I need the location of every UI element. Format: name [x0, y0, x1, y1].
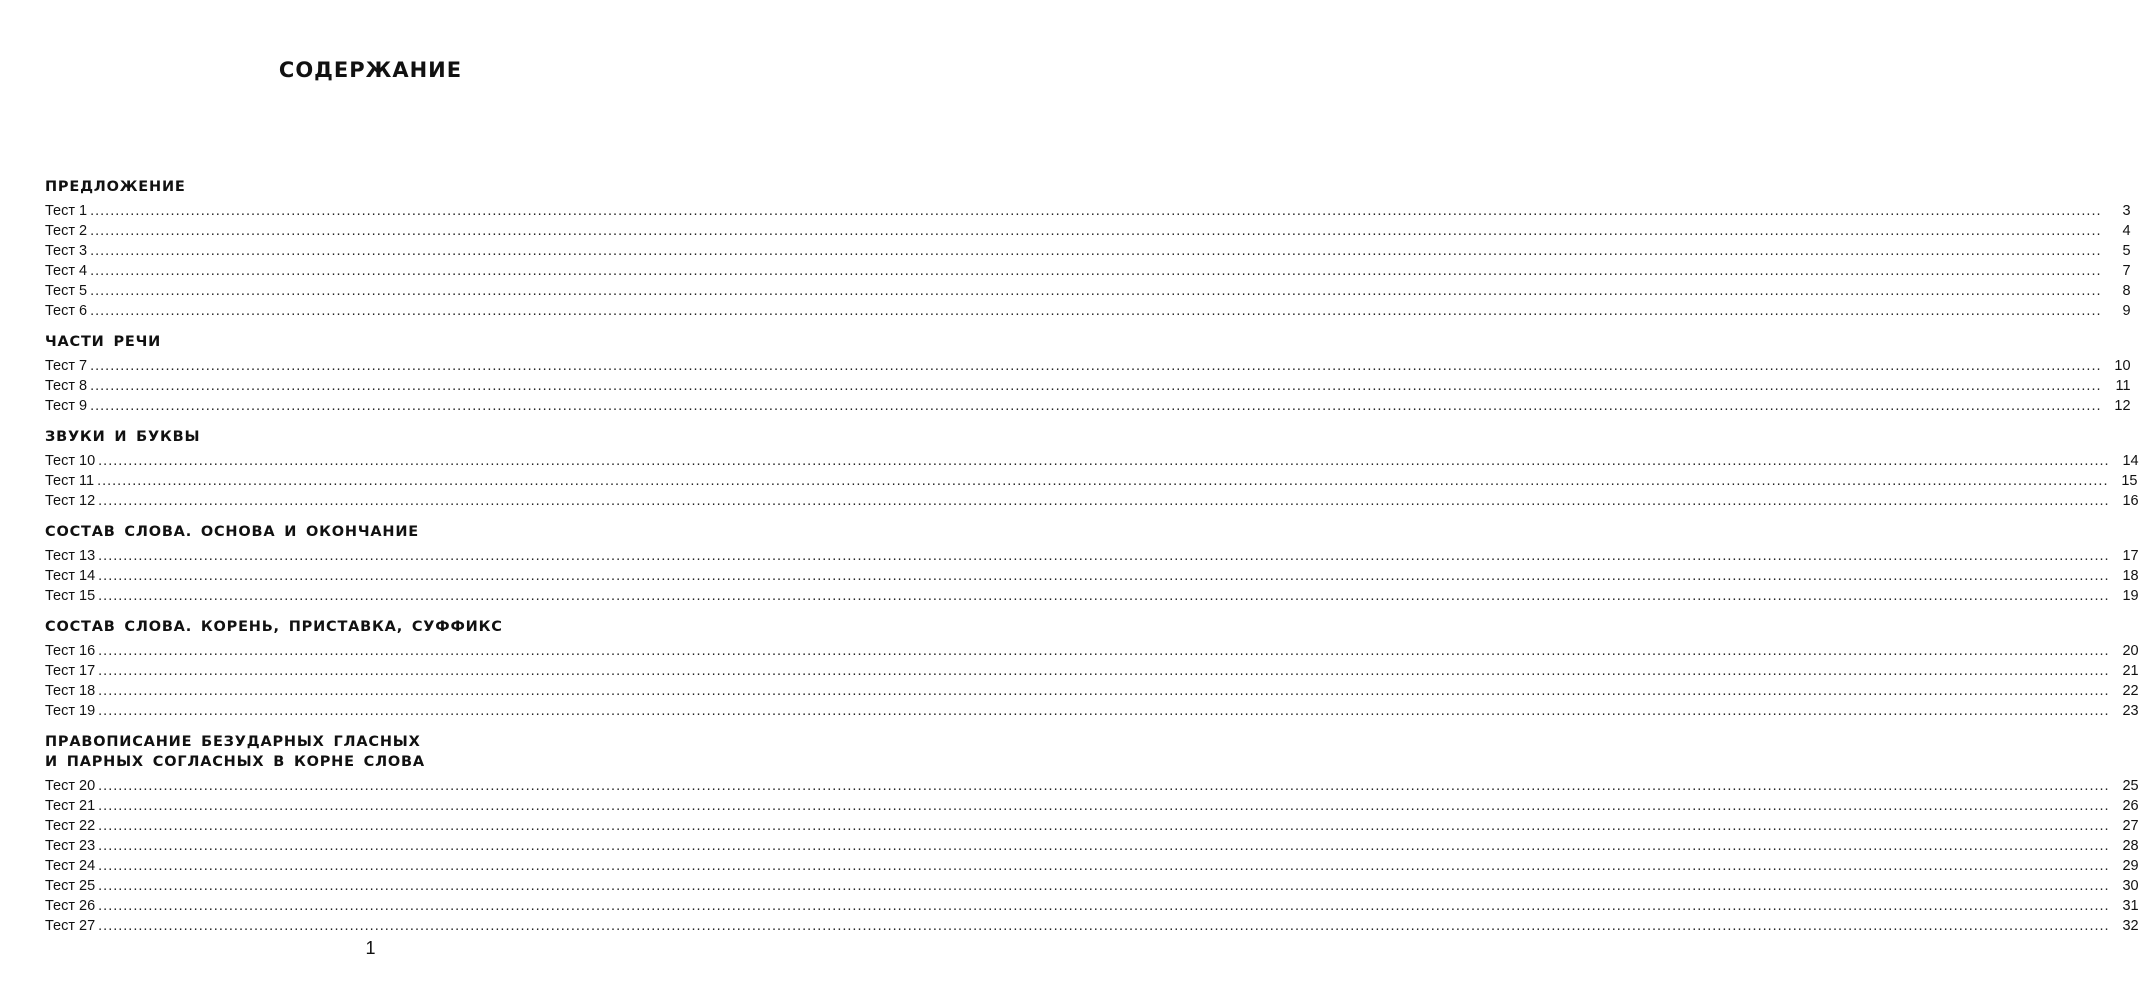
entry-number: 18	[79, 683, 96, 699]
dot-leader: ................................................................................................................................................................................................................................................................................................................................................................................................................	[98, 568, 2110, 584]
toc-entry[interactable]	[45, 546, 2139, 566]
entry-page: 7	[2122, 263, 2131, 279]
toc-section	[45, 332, 2131, 416]
dot-leader: ................................................................................................................................................................................................................................................................................................................................................................................................................	[90, 243, 2102, 259]
toc-entry[interactable]	[45, 396, 2131, 416]
toc-entry[interactable]	[45, 491, 2139, 511]
entry-label: Тест	[45, 778, 75, 794]
section-title: СОСТАВ СЛОВА. КОРЕНЬ, ПРИСТАВКА, СУФФИКС	[45, 619, 503, 635]
entry-number: 10	[79, 453, 96, 469]
entry-label: Тест	[45, 283, 75, 299]
entry-page: 4	[2122, 223, 2131, 239]
toc-section	[45, 522, 2139, 606]
toc-entry[interactable]	[45, 701, 2139, 721]
entry-page: 11	[2115, 378, 2131, 394]
toc-entry[interactable]	[45, 796, 2139, 816]
dot-leader: ................................................................................................................................................................................................................................................................................................................................................................................................................	[98, 898, 2110, 914]
entry-number: 5	[79, 283, 88, 299]
toc-section	[45, 177, 2131, 321]
toc-section	[45, 732, 2139, 936]
dot-leader: ................................................................................................................................................................................................................................................................................................................................................................................................................	[90, 398, 2102, 414]
dot-leader: ................................................................................................................................................................................................................................................................................................................................................................................................................	[98, 798, 2110, 814]
entry-label: Тест	[45, 548, 75, 564]
section-title: ПРАВОПИСАНИЕ БЕЗУДАРНЫХ ГЛАСНЫХ И ПАРНЫХ СОГЛАСНЫХ В КОРНЕ СЛОВА	[45, 734, 425, 770]
entry-page: 30	[2122, 878, 2139, 894]
entry-page: 16	[2122, 493, 2139, 509]
entry-label: Тест	[45, 263, 75, 279]
entry-page: 12	[2114, 398, 2131, 414]
toc-entry[interactable]	[45, 856, 2139, 876]
entry-label: Тест	[45, 588, 75, 604]
toc-entry[interactable]	[45, 836, 2139, 856]
toc-section	[45, 617, 2139, 721]
entry-page: 20	[2122, 643, 2139, 659]
dot-leader: ................................................................................................................................................................................................................................................................................................................................................................................................................	[90, 378, 2102, 394]
toc-entry[interactable]	[45, 566, 2139, 586]
entry-number: 13	[79, 548, 96, 564]
entry-number: 20	[79, 778, 96, 794]
toc-entry[interactable]	[45, 681, 2139, 701]
entry-label: Тест	[45, 303, 75, 319]
entry-label: Тест	[45, 243, 75, 259]
dot-leader: ................................................................................................................................................................................................................................................................................................................................................................................................................	[98, 838, 2110, 854]
entry-number: 1	[79, 203, 88, 219]
entry-page: 27	[2122, 818, 2139, 834]
entry-number: 11	[79, 473, 95, 489]
entry-page: 21	[2122, 663, 2139, 679]
entry-page: 32	[2122, 918, 2139, 934]
toc-entry[interactable]	[45, 281, 2131, 301]
dot-leader: ................................................................................................................................................................................................................................................................................................................................................................................................................	[97, 473, 2109, 489]
entry-number: 9	[79, 398, 88, 414]
section-title: ЗВУКИ И БУКВЫ	[45, 429, 201, 445]
entry-number: 26	[79, 898, 96, 914]
entry-number: 27	[79, 918, 96, 934]
entry-label: Тест	[45, 663, 75, 679]
toc-entry[interactable]	[45, 916, 2139, 936]
dot-leader: ................................................................................................................................................................................................................................................................................................................................................................................................................	[90, 223, 2102, 239]
entry-label: Тест	[45, 378, 75, 394]
page-title: СОДЕРЖАНИЕ	[278, 58, 463, 82]
entry-label: Тест	[45, 898, 75, 914]
entry-label: Тест	[45, 643, 75, 659]
toc-section	[45, 427, 2139, 511]
dot-leader: ................................................................................................................................................................................................................................................................................................................................................................................................................	[98, 918, 2110, 934]
dot-leader: ................................................................................................................................................................................................................................................................................................................................................................................................................	[98, 548, 2110, 564]
entry-label: Тест	[45, 798, 75, 814]
entry-number: 23	[79, 838, 96, 854]
dot-leader: ................................................................................................................................................................................................................................................................................................................................................................................................................	[90, 283, 2102, 299]
entry-label: Тест	[45, 473, 75, 489]
section-title: ПРЕДЛОЖЕНИЕ	[45, 179, 186, 195]
entry-page: 28	[2122, 838, 2139, 854]
dot-leader: ................................................................................................................................................................................................................................................................................................................................................................................................................	[90, 358, 2102, 374]
entry-label: Тест	[45, 493, 75, 509]
entry-number: 14	[79, 568, 96, 584]
entry-page: 17	[2122, 548, 2139, 564]
toc-entry[interactable]	[45, 816, 2139, 836]
entry-page: 15	[2121, 473, 2138, 489]
dot-leader: ................................................................................................................................................................................................................................................................................................................................................................................................................	[98, 778, 2110, 794]
entry-number: 12	[79, 493, 96, 509]
dot-leader: ................................................................................................................................................................................................................................................................................................................................................................................................................	[98, 663, 2110, 679]
table-of-contents	[45, 177, 2139, 947]
toc-entry[interactable]	[45, 641, 2139, 661]
section-title: СОСТАВ СЛОВА. ОСНОВА И ОКОНЧАНИЕ	[45, 524, 419, 540]
entry-number: 8	[79, 378, 88, 394]
entry-page: 9	[2122, 303, 2131, 319]
entry-number: 24	[79, 858, 96, 874]
entry-number: 22	[79, 818, 96, 834]
entry-page: 10	[2114, 358, 2131, 374]
toc-entry[interactable]	[45, 201, 2131, 221]
entry-page: 8	[2122, 283, 2131, 299]
entry-page: 3	[2122, 203, 2131, 219]
toc-entry[interactable]	[45, 896, 2139, 916]
entry-label: Тест	[45, 838, 75, 854]
dot-leader: ................................................................................................................................................................................................................................................................................................................................................................................................................	[98, 683, 2110, 699]
entry-page: 18	[2122, 568, 2139, 584]
entry-number: 19	[79, 703, 96, 719]
dot-leader: ................................................................................................................................................................................................................................................................................................................................................................................................................	[98, 878, 2110, 894]
toc-entry[interactable]	[45, 586, 2139, 606]
dot-leader: ................................................................................................................................................................................................................................................................................................................................................................................................................	[98, 703, 2110, 719]
entry-number: 6	[79, 303, 88, 319]
entry-label: Тест	[45, 568, 75, 584]
toc-entry[interactable]	[45, 301, 2131, 321]
entry-page: 5	[2122, 243, 2131, 259]
dot-leader: ................................................................................................................................................................................................................................................................................................................................................................................................................	[90, 203, 2102, 219]
entry-number: 16	[79, 643, 96, 659]
toc-entry[interactable]	[45, 661, 2139, 681]
entry-number: 15	[79, 588, 96, 604]
toc-entry[interactable]	[45, 261, 2131, 281]
entry-page: 25	[2122, 778, 2139, 794]
entry-number: 25	[79, 878, 96, 894]
entry-label: Тест	[45, 878, 75, 894]
dot-leader: ................................................................................................................................................................................................................................................................................................................................................................................................................	[98, 588, 2110, 604]
entry-number: 17	[79, 663, 96, 679]
entry-label: Тест	[45, 223, 75, 239]
entry-number: 2	[79, 223, 88, 239]
entry-number: 3	[79, 243, 88, 259]
entry-label: Тест	[45, 203, 75, 219]
toc-entry[interactable]	[45, 356, 2131, 376]
entry-page: 19	[2122, 588, 2139, 604]
entry-number: 7	[79, 358, 88, 374]
entry-number: 4	[79, 263, 88, 279]
dot-leader: ................................................................................................................................................................................................................................................................................................................................................................................................................	[98, 453, 2110, 469]
toc-entry[interactable]	[45, 876, 2139, 896]
entry-page: 29	[2122, 858, 2139, 874]
entry-label: Тест	[45, 398, 75, 414]
dot-leader: ................................................................................................................................................................................................................................................................................................................................................................................................................	[98, 493, 2110, 509]
toc-entry[interactable]	[45, 451, 2139, 471]
entry-label: Тест	[45, 358, 75, 374]
dot-leader: ................................................................................................................................................................................................................................................................................................................................................................................................................	[98, 818, 2110, 834]
entry-label: Тест	[45, 703, 75, 719]
entry-page: 22	[2122, 683, 2139, 699]
toc-entry[interactable]	[45, 221, 2131, 241]
entry-page: 14	[2122, 453, 2139, 469]
entry-label: Тест	[45, 818, 75, 834]
dot-leader: ................................................................................................................................................................................................................................................................................................................................................................................................................	[98, 643, 2110, 659]
toc-entry[interactable]	[45, 241, 2131, 261]
dot-leader: ................................................................................................................................................................................................................................................................................................................................................................................................................	[98, 858, 2110, 874]
entry-page: 23	[2122, 703, 2139, 719]
toc-entry[interactable]	[45, 776, 2139, 796]
dot-leader: ................................................................................................................................................................................................................................................................................................................................................................................................................	[90, 263, 2102, 279]
entry-page: 26	[2122, 798, 2139, 814]
page-number: 1	[365, 938, 376, 958]
dot-leader: ................................................................................................................................................................................................................................................................................................................................................................................................................	[90, 303, 2102, 319]
section-title: ЧАСТИ РЕЧИ	[45, 334, 162, 350]
toc-entry[interactable]	[45, 376, 2131, 396]
entry-label: Тест	[45, 918, 75, 934]
entry-label: Тест	[45, 683, 75, 699]
entry-number: 21	[79, 798, 96, 814]
entry-label: Тест	[45, 453, 75, 469]
toc-entry[interactable]	[45, 471, 2138, 491]
entry-page: 31	[2122, 898, 2139, 914]
entry-label: Тест	[45, 858, 75, 874]
